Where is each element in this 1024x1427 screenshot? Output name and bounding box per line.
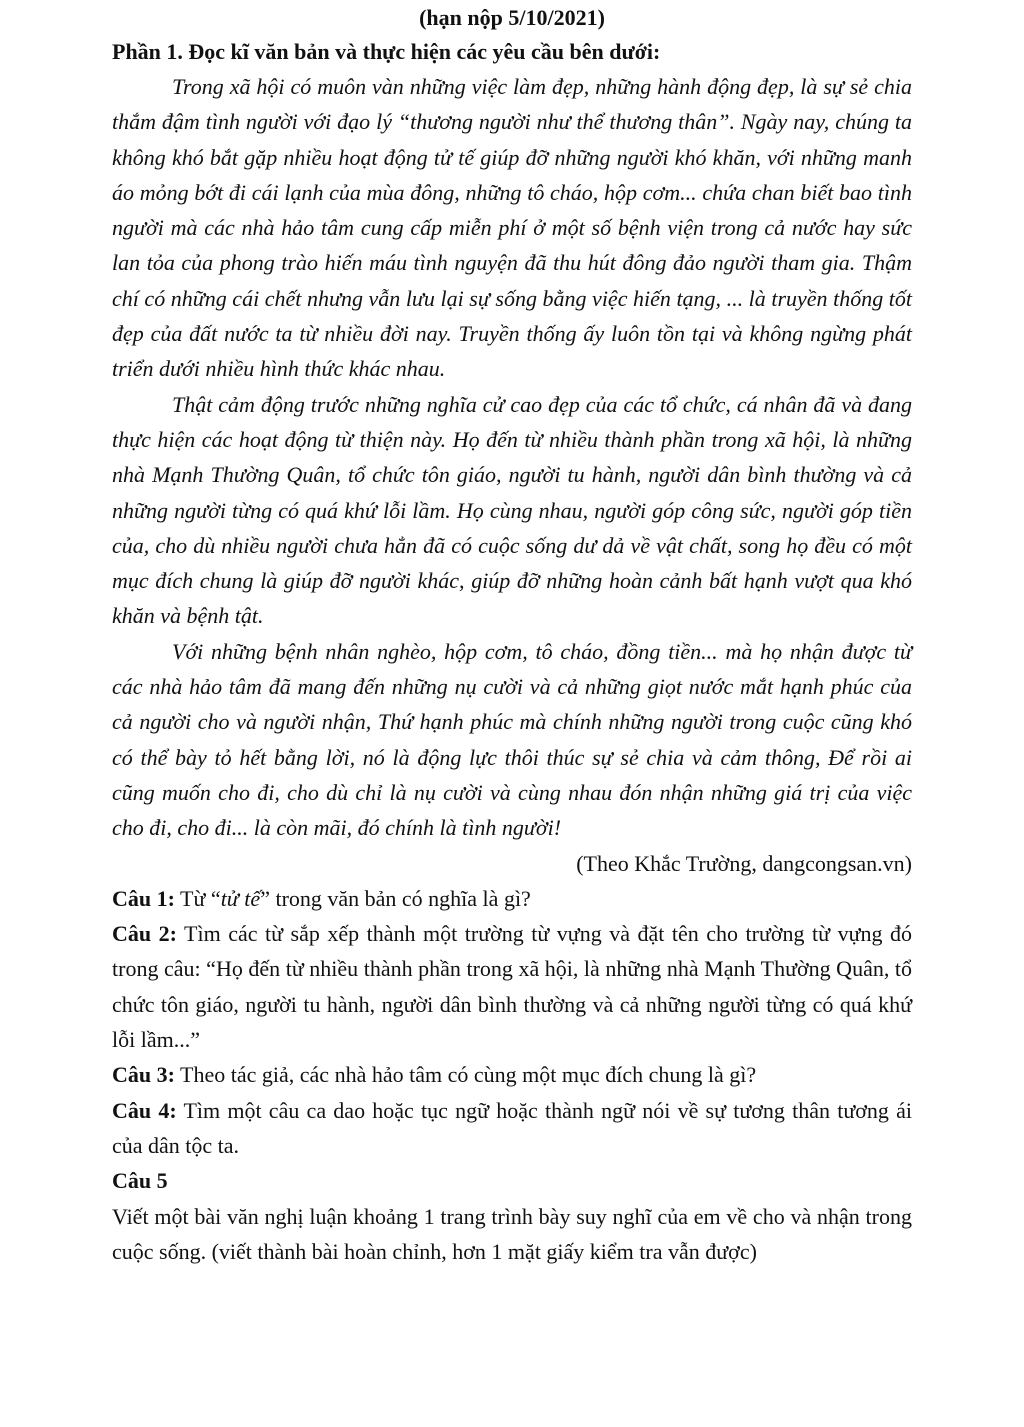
question-5-text: Viết một bài văn nghị luận khoảng 1 trang trình bày suy nghĩ của em về cho và nhận trong cuộc sống. (viết thành bài hoàn chỉnh, hơn 1 mặt giấy kiểm tra vẫn được) [112,1203,912,1264]
document-page [112,0,912,1269]
passage-source: (Theo Khắc Trường, dangcongsan.vn) [576,850,912,876]
question-4 [112,1093,912,1164]
question-1 [112,881,912,916]
deadline-heading: (hạn nộp 5/10/2021) [419,5,605,30]
question-5-label: Câu 5 [112,1168,168,1194]
question-4-text: Tìm một câu ca dao hoặc tục ngữ hoặc thành ngữ nói về sự tương thân tương ái của dân tộc ta. [112,1097,912,1158]
question-2 [112,916,912,1057]
question-3-text: Theo tác giả, các nhà hảo tâm có cùng một mục đích chung là gì? [174,1062,757,1088]
part-1-title: Phần 1. Đọc kĩ văn bản và thực hiện các yêu cầu bên dưới: [112,39,661,64]
question-2-label: Câu 2: [112,921,177,947]
question-4-label: Câu 4: [112,1097,177,1123]
question-1-text-after: ” trong văn bản có nghĩa là gì? [260,885,531,911]
question-3 [112,1057,912,1092]
question-1-text-before: Từ “ [174,885,221,911]
question-1-term: tử tế [220,885,261,911]
question-1-label: Câu 1: [112,885,175,911]
passage-paragraph-3: Với những bệnh nhân nghèo, hộp cơm, tô cháo, đồng tiền... mà họ nhận được từ các nhà hảo tâm đã mang đến những nụ cười và cả những giọt nước mắt hạnh phúc của cả người cho và người nhận, Thứ hạnh phúc mà chính những người trong cuộc cũng khó có thể bày tỏ hết bằng lời, nó là động lực thôi thúc sự sẻ chia và cảm thông, Để rồi ai cũng muốn cho đi, cho dù chỉ là nụ cười và cùng nhau đón nhận những giá trị của việc cho đi, cho đi... là còn mãi, đó chính là tình người! [112,638,912,841]
question-5-heading [112,1163,912,1198]
passage-paragraph-1: Trong xã hội có muôn vàn những việc làm đẹp, những hành động đẹp, là sự sẻ chia thắm đậm tình người với đạo lý “thương người như thể thương thân”. Ngày nay, chúng ta không khó bắt gặp nhiều hoạt động tử tế giúp đỡ những người khó khăn, với những manh áo mỏng bớt đi cái lạnh của mùa đông, những tô cháo, hộp cơm... chứa chan biết bao tình người mà các nhà hảo tâm cung cấp miễn phí ở một số bệnh viện trong cả nước hay sức lan tỏa của phong trào hiến máu tình nguyện đã thu hút đông đảo người tham gia. Thậm chí có những cái chết nhưng vẫn lưu lại sự sống bằng việc hiến tạng, ... là truyền thống tốt đẹp của đất nước ta từ nhiều đời nay. Truyền thống ấy luôn tồn tại và không ngừng phát triển dưới nhiều hình thức khác nhau. [112,74,912,382]
passage-paragraph-2: Thật cảm động trước những nghĩa cử cao đẹp của các tổ chức, cá nhân đã và đang thực hiện các hoạt động từ thiện này. Họ đến từ nhiều thành phần trong xã hội, là những nhà Mạnh Thường Quân, tổ chức tôn giáo, người tu hành, người dân bình thường và cả những người từng có quá khứ lỗi lầm. Họ cùng nhau, người góp công sức, người góp tiền của, cho dù nhiều người chưa hẳn đã có cuộc sống dư dả về vật chất, song họ đều có một mục đích chung là giúp đỡ người khác, giúp đỡ những hoàn cảnh bất hạnh vượt qua khó khăn và bệnh tật. [112,391,912,629]
reading-passage [112,69,912,846]
question-2-text: Tìm các từ sắp xếp thành một trường từ vựng và đặt tên cho trường từ vựng đó trong câu: “Họ đến từ nhiều thành phần trong xã hội, là những nhà Mạnh Thường Quân, tổ chức tôn giáo, người tu hành, người dân bình thường và cả những người từng có quá khứ lỗi lầm...” [112,921,912,1053]
question-3-label: Câu 3: [112,1062,175,1088]
